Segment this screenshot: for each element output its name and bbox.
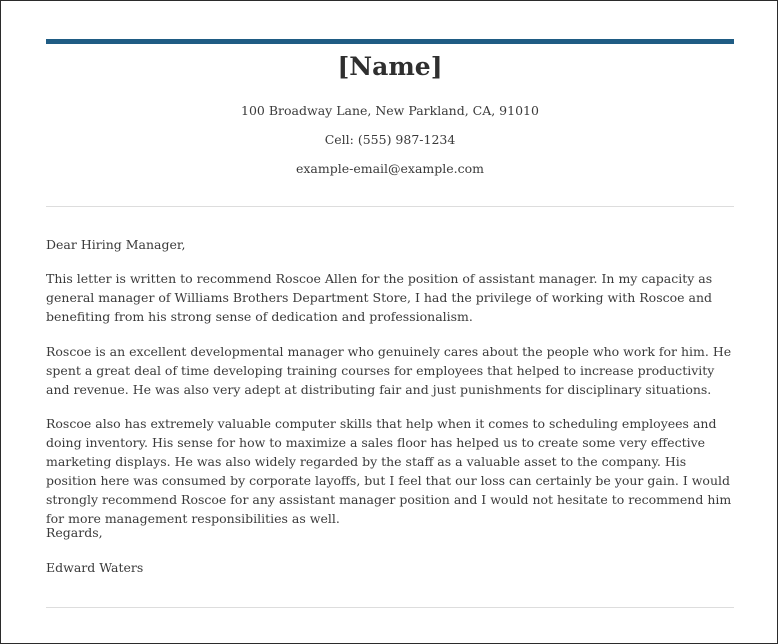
footer-divider	[46, 607, 734, 608]
sender-phone: Cell: (555) 987-1234	[324, 132, 456, 147]
sender-email: example-email@example.com	[295, 161, 485, 176]
salutation: Dear Hiring Manager,	[46, 237, 186, 252]
signature-name: Edward Waters	[46, 560, 144, 575]
closing: Regards,	[46, 525, 103, 540]
sender-address: 100 Broadway Lane, New Parkland, CA, 91010	[241, 103, 539, 118]
sender-name: [Name]	[337, 52, 443, 81]
header-divider	[46, 206, 734, 207]
paragraph-1: This letter is written to recommend Roscoe Allen for the position of assistant manager. In my capacity as general manager of Williams Brothers Department Store, I had the privilege of working with Roscoe and benefiting from his strong sense of dedication and professionalism.	[46, 271, 713, 324]
paragraph-3: Roscoe also has extremely valuable computer skills that help when it comes to scheduling employees and doing inventory. His sense for how to maximize a sales floor has helped us to create some very effective marketing displays. He was also widely regarded by the staff as a valuable asset to the company. His position here was consumed by corporate layoffs, but I feel that our loss can certainly be your gain. I would strongly recommend Roscoe for any assistant manager position and I would not hesitate to recommend him for more management responsibilities as well.	[46, 416, 732, 526]
header-accent-rule	[46, 39, 734, 44]
paragraph-2: Roscoe is an excellent developmental manager who genuinely cares about the people who work for him. He spent a great deal of time developing training courses for employees that helped to increase productivity and revenue. He was also very adept at distributing fair and just punishments for disciplinary situations.	[46, 344, 732, 397]
